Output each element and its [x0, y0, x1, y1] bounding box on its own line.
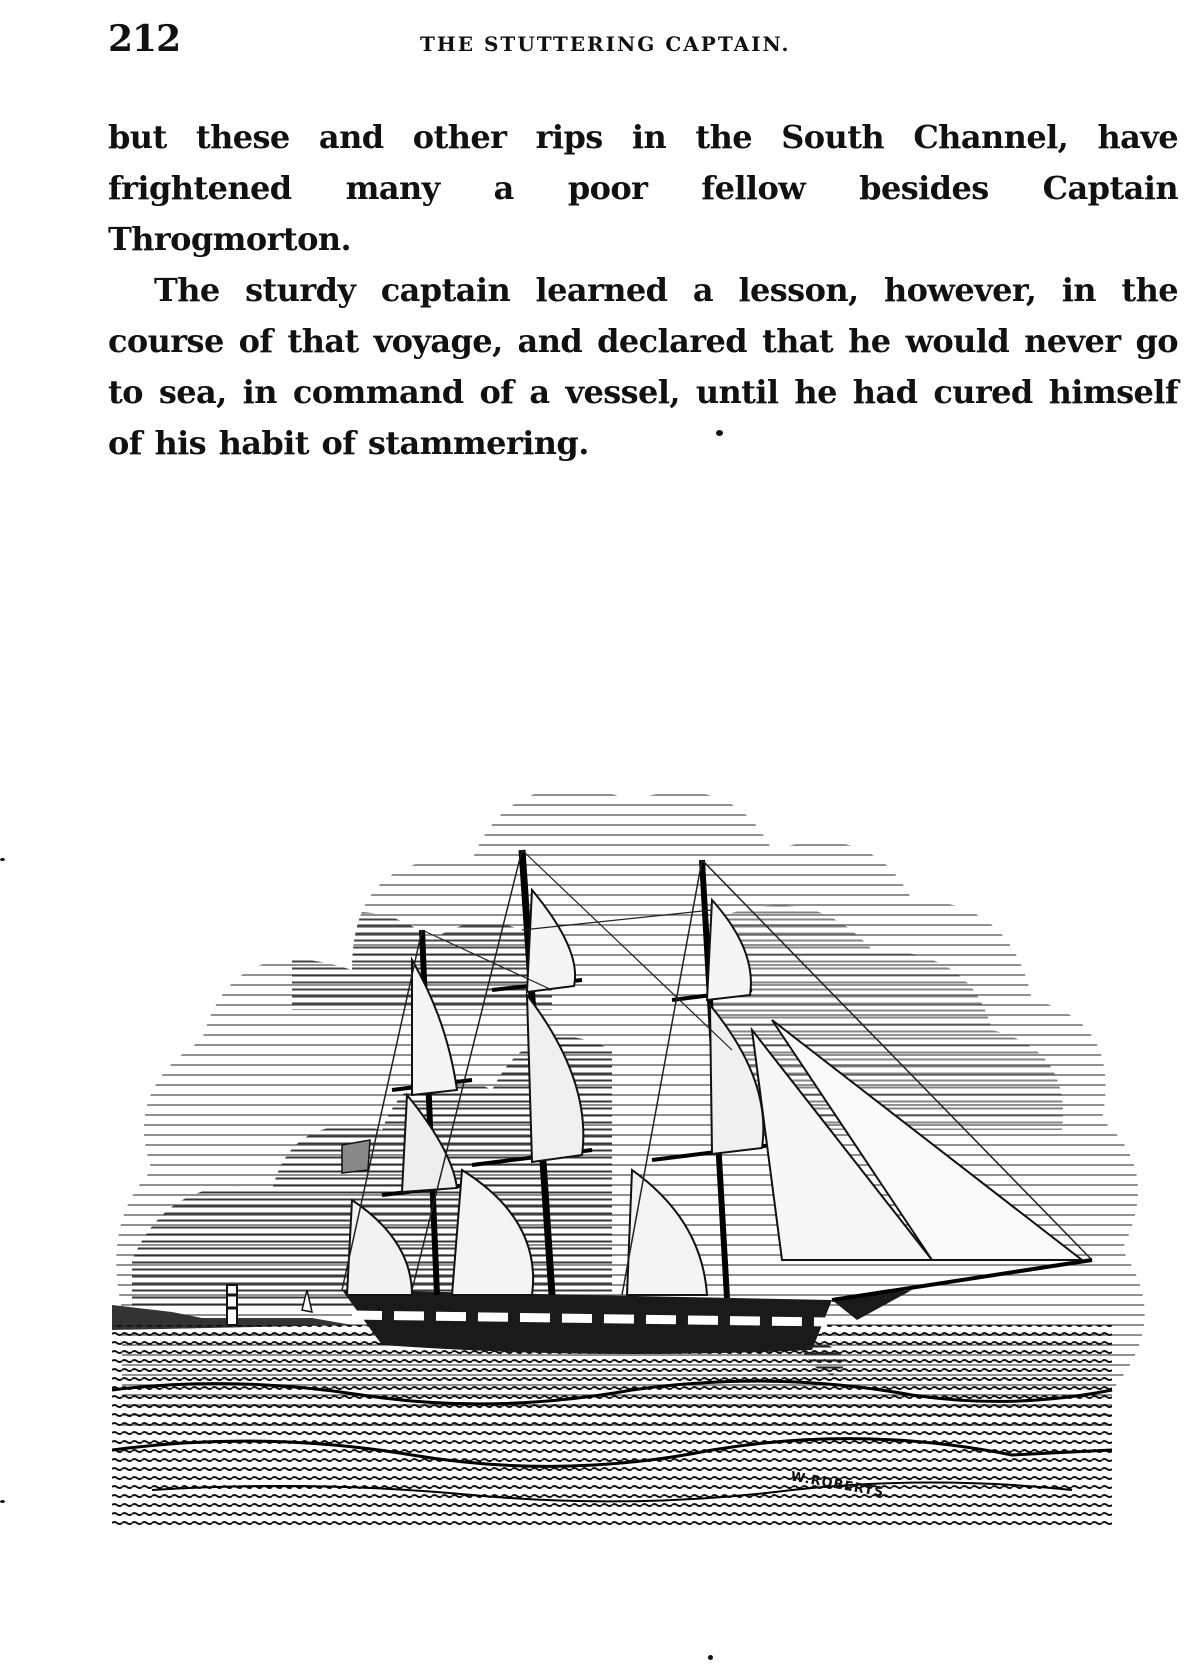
paragraph: The sturdy captain learned a lesson, however, in the course of that voyage, and declared that he would never go to sea, in command of a vessel, until he had cured himself of his habit of stammering. [108, 271, 1178, 462]
ink-speck [0, 858, 5, 861]
ship-engraving [112, 790, 1182, 1610]
ship-engraving-drawing [112, 790, 1182, 1610]
ink-speck [716, 430, 723, 436]
body-text [108, 112, 1178, 469]
ink-speck [0, 1500, 5, 1503]
running-title: THE STUTTERING CAPTAIN. [420, 32, 791, 56]
paragraph-continuation: but these and other rips in the South Channel, have frightened many a poor fellow besides Captain Throgmorton. [108, 118, 1178, 258]
running-head [108, 18, 1178, 68]
engraver-signature: W.ROBERTS. [789, 1469, 892, 1502]
page-number: 212 [108, 18, 181, 60]
ink-speck [708, 1655, 713, 1660]
